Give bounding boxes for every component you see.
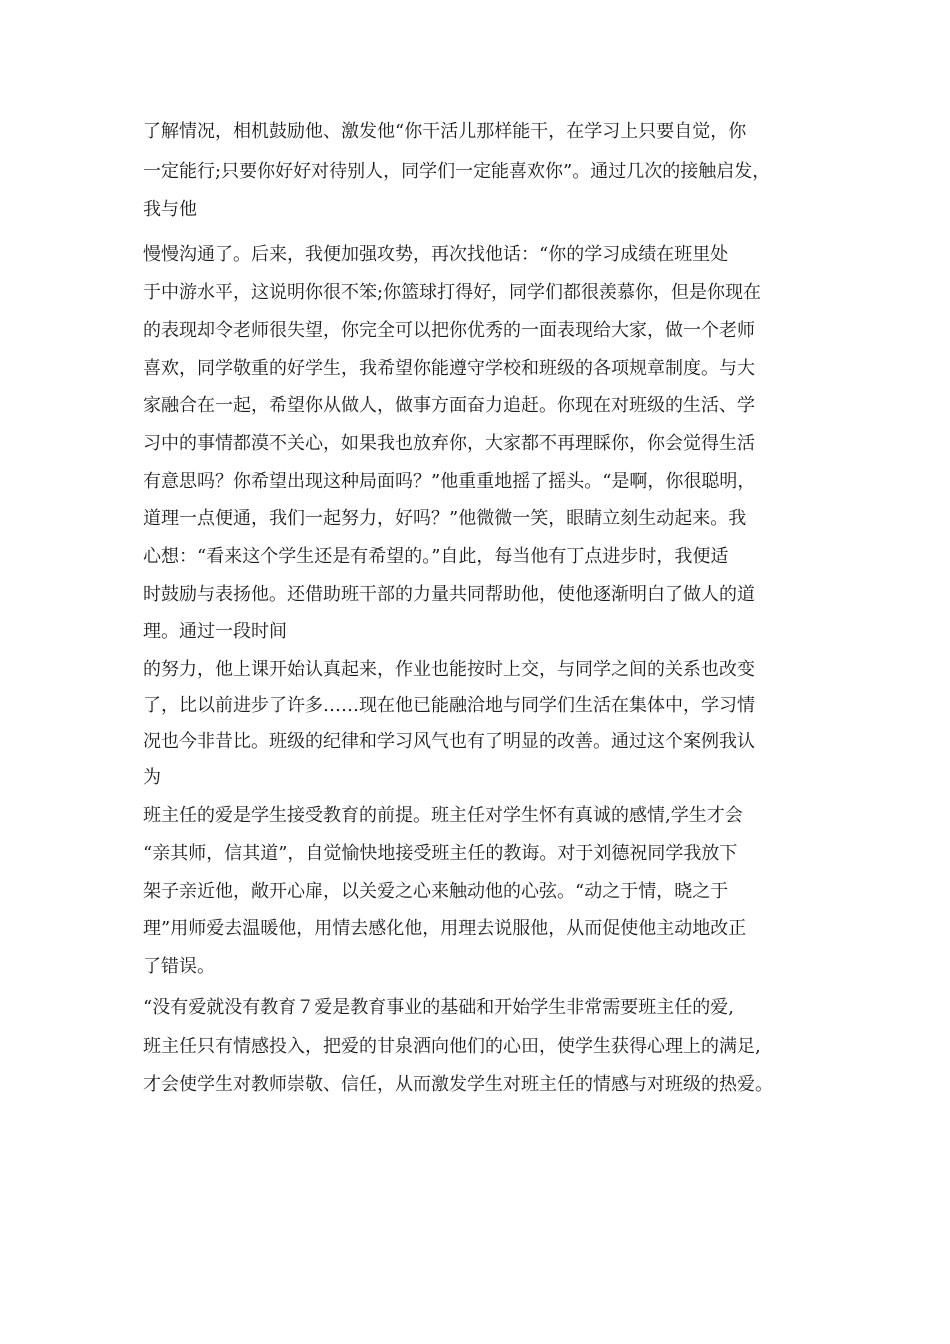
text-line: 了，比以前进步了许多……现在他已能融洽地与同学们生活在集体中，学习情: [143, 695, 755, 716]
text-line: 班主任的爱是学生接受教育的前提。班主任对学生怀有真诚的感情,学生才会: [143, 805, 743, 826]
text-line: 家融合在一起，希望你从做人，做事方面奋力追赶。你现在对班级的生活、学: [143, 395, 755, 416]
text-line: 喜欢，同学敬重的好学生，我希望你能遵守学校和班级的各项规章制度。与大: [143, 358, 755, 379]
text-line: 班主任只有情感投入，把爱的甘泉洒向他们的心田，使学生获得心理上的满足,: [143, 1036, 761, 1057]
text-line: 时鼓励与表扬他。还借助班干部的力量共同帮助他，使他逐渐明白了做人的道: [143, 584, 755, 605]
text-line: 理”用师爱去温暖他，用情去感化他，用理去说服他，从而促使他主动地改正: [143, 918, 747, 939]
text-line: 道理一点便通，我们一起努力，好吗？”他微微一笑，眼睛立刻生动起来。我: [143, 508, 747, 529]
text-line: 的表现却令老师很失望，你完全可以把你优秀的一面表现给大家，做一个老师: [143, 320, 755, 341]
text-line: 有意思吗？你希望出现这种局面吗？”他重重地摇了摇头。“是啊，你很聪明，: [143, 471, 756, 492]
text-line: 理。通过一段时间: [143, 621, 287, 642]
text-line: 我与他: [143, 199, 197, 220]
text-line: 的努力，他上课开始认真起来，作业也能按时上交，与同学之间的关系也改变: [143, 659, 755, 680]
text-line: 一定能行;只要你好好对待别人，同学们一定能喜欢你”。通过几次的接触启发，: [143, 161, 771, 182]
text-line: “亲其师，信其道”，自觉愉快地接受班主任的教诲。对于刘德祝同学我放下: [143, 843, 738, 864]
text-line: 况也今非昔比。班级的纪律和学习风气也有了明显的改善。通过这个案例我认: [143, 731, 755, 752]
text-line: 架子亲近他，敞开心扉，以关爱之心来触动他的心弦。“动之于情，晓之于: [143, 881, 729, 902]
text-line: 习中的事情都漠不关心，如果我也放弃你，大家都不再理睬你，你会觉得生活: [143, 433, 755, 454]
text-line: 心想：“看来这个学生还是有希望的。”自此，每当他有丁点进步时，我便适: [143, 546, 729, 567]
text-line: 了错误。: [143, 956, 215, 977]
text-line: “没有爱就没有教育７爱是教育事业的基础和开始学生非常需要班主任的爱,: [143, 997, 734, 1018]
text-line: 慢慢沟通了。后来，我便加强攻势，再次找他话：“你的学习成绩在班里处: [143, 244, 729, 265]
text-line: 才会使学生对教师崇敬、信任，从而激发学生对班主任的情感与对班级的热爱。: [143, 1074, 773, 1095]
text-line: 于中游水平，这说明你很不笨;你篮球打得好，同学们都很羡慕你，但是你现在: [143, 282, 762, 303]
text-line: 为: [143, 767, 161, 788]
text-line: 了解情况，相机鼓励他、激发他“你干活儿那样能干，在学习上只要自觉，你: [143, 121, 747, 142]
